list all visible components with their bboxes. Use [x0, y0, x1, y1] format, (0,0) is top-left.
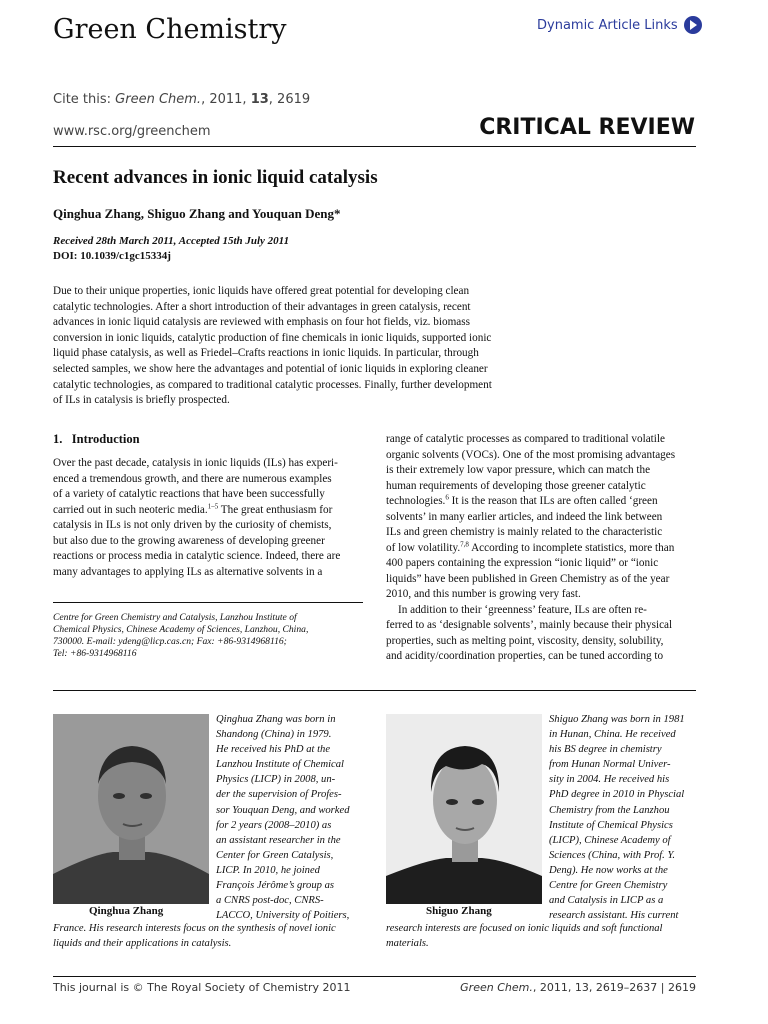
body-line: ILs and green chemistry is mainly related to the characteristic	[386, 526, 663, 538]
affiliation-line: Tel: +86-9314968116	[53, 648, 137, 659]
bio-line: France. His research interests focus on the synthesis of novel ionic	[53, 923, 336, 934]
cite-journal: Green Chem.	[115, 92, 202, 107]
footer-citation	[460, 981, 696, 994]
bio-qinghua	[216, 712, 366, 923]
footer-rule	[53, 976, 696, 977]
intro-right-column	[386, 432, 696, 665]
footer-copyright: This journal is © The Royal Society of Chemistry 2011	[53, 981, 351, 994]
body-line	[53, 503, 363, 519]
body-text: carried out in such neoteric media.	[53, 503, 208, 516]
bio-line: (LICP), Chinese Academy of	[549, 834, 671, 846]
body-line: reactions or process media in catalytic science. Indeed, there are	[53, 550, 341, 562]
bio-line: an assistant researcher in the	[216, 834, 341, 846]
bio-line: LICP. In 2010, he joined	[216, 864, 320, 876]
bio-line: materials.	[386, 938, 429, 950]
bio-line: Shiguo Zhang was born in 1981	[549, 714, 685, 725]
portrait-image	[386, 714, 542, 904]
body-line: 400 papers containing the expression “ionic liquid” or “ionic	[386, 557, 659, 569]
footer-journal: Green Chem.	[460, 981, 533, 994]
body-line: is their extremely low vapor pressure, which can match the	[386, 464, 651, 476]
authors: Qinghua Zhang, Shiguo Zhang and Youquan Deng*	[53, 206, 341, 221]
body-line: of a variety of catalytic reactions that have been successfully	[53, 488, 325, 500]
body-line: ferred to as ‘designable solvents’, mainly because their physical	[386, 619, 673, 631]
bio-shiguo	[549, 712, 699, 923]
article-title: Recent advances in ionic liquid catalysis	[53, 167, 378, 188]
bio-line: Lanzhou Institute of Chemical	[216, 759, 345, 771]
bio-line: Deng). He now works at the	[549, 864, 668, 876]
bio-line: Qinghua Zhang was born in	[216, 714, 336, 725]
body-line: organic solvents (VOCs). One of the most promising advantages	[386, 448, 676, 461]
bio-line: Chemistry from the Lanzhou	[549, 804, 670, 816]
bio-line: research interests are focused on ionic liquids and soft functional	[386, 923, 663, 934]
play-arrow-icon[interactable]	[684, 16, 702, 34]
abstract-line: Due to their unique properties, ionic liquids have offered great potential for developing clean	[53, 285, 470, 297]
citation-line	[53, 92, 310, 107]
bio-line: from Hunan Normal Univer-	[549, 759, 671, 771]
body-text: of low volatility.	[386, 541, 461, 554]
bio-line: Sciences (China, with Prof. Y.	[549, 849, 676, 861]
affiliation-rule	[53, 602, 363, 603]
author-caption-shiguo: Shiguo Zhang	[426, 905, 492, 917]
bio-shiguo-continued	[386, 921, 706, 951]
bio-line: and Catalysis in LICP as a	[549, 895, 664, 907]
affiliation-line: 730000. E-mail: ydeng@licp.cas.cn; Fax: +86-9314968116;	[53, 636, 287, 647]
body-line: range of catalytic processes as compared to traditional volatile	[386, 433, 665, 445]
bio-line: in Hunan, China. He received	[549, 729, 676, 741]
bio-line: Physics (LICP) in 2008, un-	[216, 774, 336, 786]
affiliation-line: Chemical Physics, Chinese Academy of Sciences, Lanzhou, China,	[53, 624, 309, 635]
journal-title: Green Chemistry	[53, 14, 287, 45]
abstract	[53, 284, 535, 409]
bio-line: Centre for Green Chemistry	[549, 880, 668, 892]
citation-ref[interactable]: 1–5	[207, 501, 219, 510]
header-rule	[53, 146, 696, 147]
cite-volume: 13	[250, 92, 269, 107]
abstract-line: catalytic technologies, as compared to traditional catalytic processes. Finally, further development	[53, 378, 492, 391]
abstract-line: catalytic technologies. After a short introduction of their advantages in green catalysis, recent	[53, 300, 471, 313]
body-line: Over the past decade, catalysis in ionic liquids (ILs) has experi-	[53, 457, 338, 469]
bio-line: Shandong (China) in 1979.	[216, 729, 332, 741]
bio-line: Institute of Chemical Physics	[549, 819, 673, 831]
body-line: In addition to their ‘greenness’ feature, ILs are often re-	[398, 603, 647, 616]
portrait-image	[53, 714, 209, 904]
citation-ref[interactable]: 7,8	[460, 539, 469, 548]
body-line: liquids” have been published in Green Chemistry as of the year	[386, 572, 670, 585]
dynamic-links-label[interactable]: Dynamic Article Links	[537, 17, 678, 33]
body-line: and acidity/coordination properties, can be tuned according to	[386, 650, 664, 662]
journal-url[interactable]: www.rsc.org/greenchem	[53, 124, 211, 139]
body-line: but also due to the growing awareness of developing greener	[53, 534, 325, 547]
bio-line: sity in 2004. He received his	[549, 774, 670, 786]
abstract-line: conversion in ionic liquids, catalytic production of fine chemicals in ionic liquids, supported ionic	[53, 331, 492, 344]
bio-line: He received his PhD at the	[216, 744, 331, 756]
section-title: Introduction	[71, 432, 140, 446]
author-photo-qinghua	[53, 714, 209, 904]
bio-line: der the supervision of Profes-	[216, 789, 342, 801]
cite-page: , 2619	[268, 92, 311, 107]
abstract-line: selected samples, we show here the advantages and potential of ionic liquids in exploring cleaner	[53, 362, 488, 375]
received-dates: Received 28th March 2011, Accepted 15th July 2011	[53, 235, 290, 247]
abstract-line: advances in ionic liquid catalysis are reviewed with emphasis on four hot fields, viz. biomass	[53, 316, 470, 329]
footer-pages: , 2011, 13, 2619–2637 | 2619	[532, 981, 696, 994]
body-text: The great enthusiasm for	[218, 503, 333, 516]
body-line	[386, 541, 696, 557]
cite-year: , 2011,	[201, 92, 251, 107]
bio-line: François Jérôme’s group as	[216, 880, 334, 892]
body-line: human requirements of developing those greener catalytic	[386, 479, 646, 492]
body-line: properties, such as melting point, viscosity, density, solubility,	[386, 634, 664, 647]
section-number: 1.	[53, 432, 63, 446]
author-caption-qinghua: Qinghua Zhang	[89, 905, 164, 917]
author-photo-shiguo	[386, 714, 542, 904]
body-text: According to incomplete statistics, more than	[468, 541, 675, 554]
affiliation-line: Centre for Green Chemistry and Catalysis, Lanzhou Institute of	[53, 612, 297, 623]
body-line: enced a tremendous growth, and there are numerous examples	[53, 472, 332, 485]
bio-line: LACCO, University of Poitiers,	[216, 910, 350, 922]
abstract-line: of ILs in catalysis is briefly prospected.	[53, 394, 230, 407]
bio-line: his BS degree in chemistry	[549, 744, 662, 756]
body-line: solvents’ in many earlier articles, and indeed the link between	[386, 510, 663, 523]
body-text: It is the reason that ILs are often called ‘green	[448, 495, 658, 507]
bio-line: a CNRS post-doc, CNRS-	[216, 895, 324, 907]
intro-left-column	[53, 456, 363, 580]
bio-line: PhD degree in 2010 in Physcial	[549, 789, 685, 801]
body-line: many advantages to applying ILs as alternative solvents in a	[53, 565, 323, 578]
bio-rule	[53, 690, 696, 691]
abstract-line: liquid phase catalysis, as well as Friedel–Crafts reactions in ionic liquids. In particular, through	[53, 347, 479, 360]
bio-line: sor Youquan Deng, and worked	[216, 804, 350, 816]
body-line: catalysis in ILs is not only driven by the curiosity of chemists,	[53, 519, 332, 531]
dynamic-article-links[interactable]	[537, 16, 702, 34]
body-line: 2010, and this number is growing very fast.	[386, 588, 581, 600]
body-text: technologies.	[386, 495, 446, 507]
bio-line: Center for Green Catalysis,	[216, 849, 334, 861]
bio-line: research assistant. His current	[549, 910, 679, 922]
article-type: CRITICAL REVIEW	[479, 115, 695, 140]
section-heading	[53, 432, 140, 447]
citation-ref[interactable]: 6	[445, 493, 449, 502]
doi[interactable]: DOI: 10.1039/c1gc15334j	[53, 250, 171, 262]
bio-line: liquids and their applications in catalysis.	[53, 938, 232, 950]
affiliation	[53, 612, 343, 660]
bio-line: for 2 years (2008–2010) as	[216, 819, 332, 831]
bio-qinghua-continued	[53, 921, 373, 951]
body-line	[386, 494, 696, 510]
cite-prefix: Cite this:	[53, 92, 116, 107]
